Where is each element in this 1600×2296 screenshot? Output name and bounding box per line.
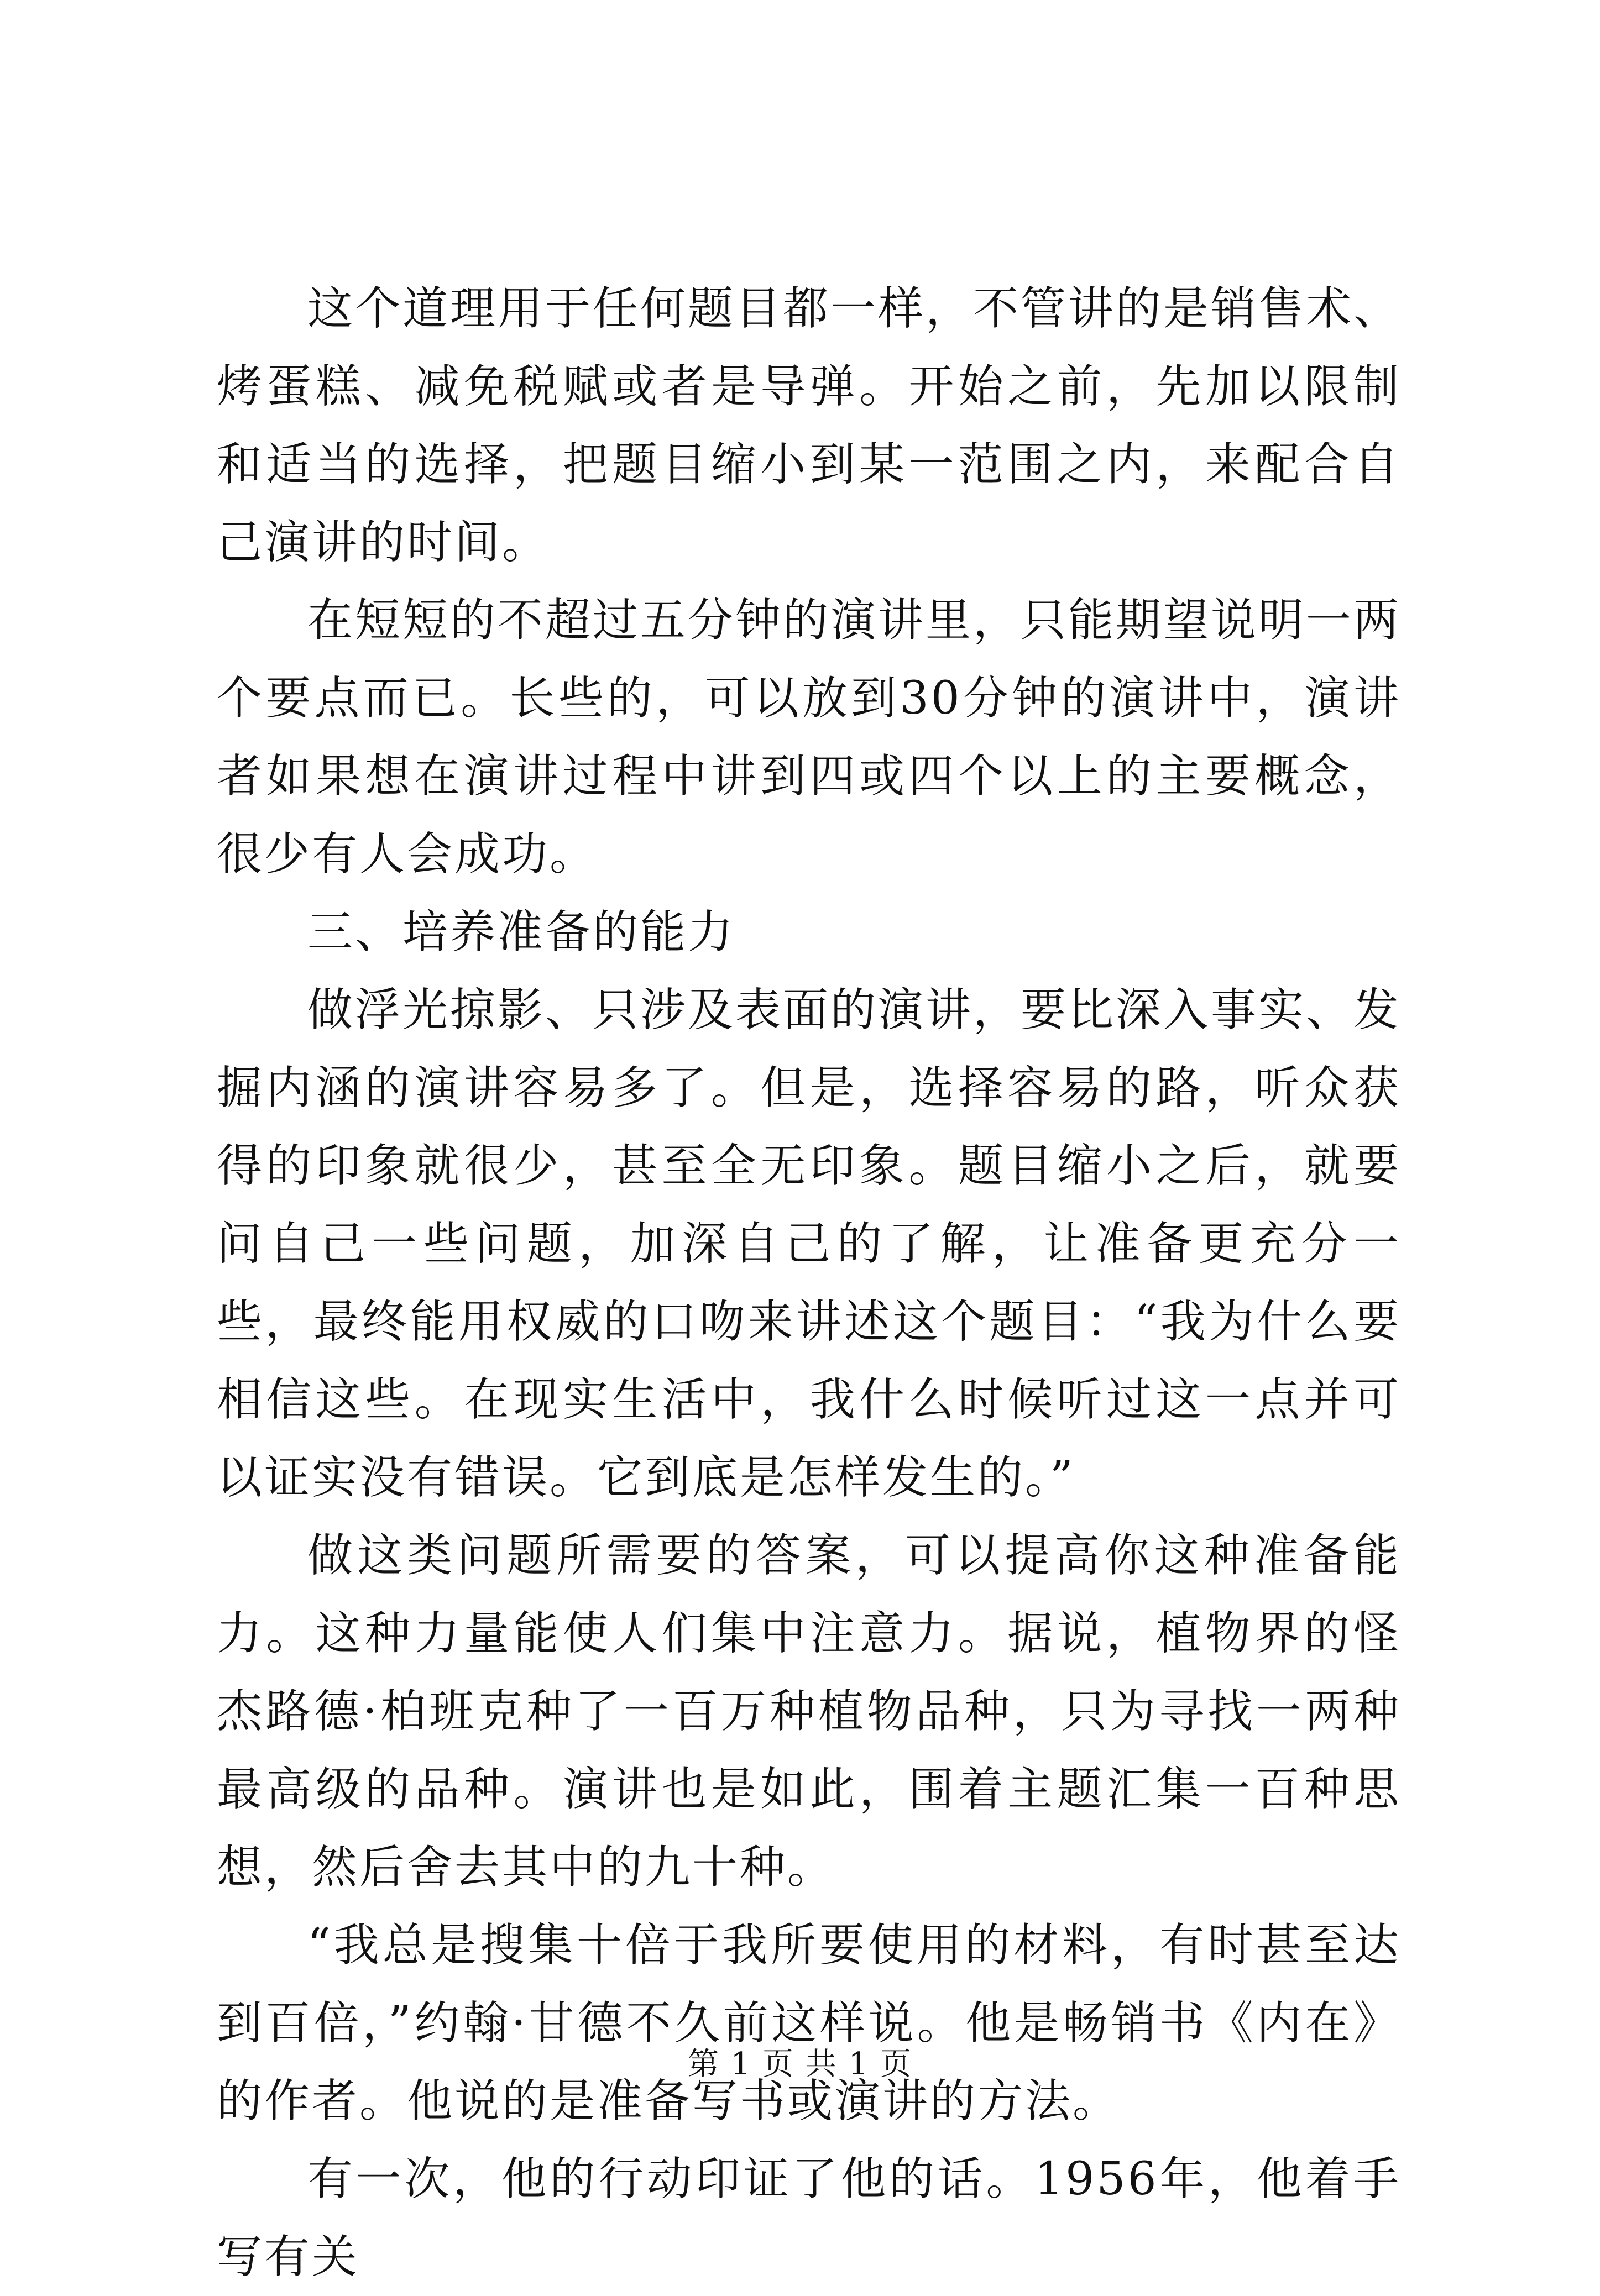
section-heading: 三、培养准备的能力	[307, 906, 736, 958]
paragraph-2: 在短短的不超过五分钟的演讲里，只能期望说明一两个要点而已。长些的，可以放到30分钟的演讲中，演讲者如果想在演讲过程中讲到四或四个以上的主要概念，很少有人会成功。	[217, 594, 1402, 880]
paragraph-4: 做这类问题所需要的答案，可以提高你这种准备能力。这种力量能使人们集中注意力。据说，植物界的怪杰路德·柏班克种了一百万种植物品种，只为寻找一两种最高级的品种。演讲也是如此，围着主题汇集一百种思想，然后舍去其中的九十种。	[217, 1529, 1401, 1894]
page-number-footer: 第 1 页 共 1 页	[687, 2046, 913, 2082]
document-body	[217, 270, 1401, 2296]
paragraph-6: 有一次，他的行动印证了他的话。1956年，他着手写有关	[217, 2153, 1401, 2283]
paragraph-3: 做浮光掠影、只涉及表面的演讲，要比深入事实、发掘内涵的演讲容易多了。但是，选择容易的路，听众获得的印象就很少，甚至全无印象。题目缩小之后，就要问自己一些问题，加深自己的了解，让准备更充分一些，最终能用权威的口吻来讲述这个题目：“我为什么要相信这些。在现实生活中，我什么时候听过这一点并可以证实没有错误。它到底是怎样发生的。”	[217, 984, 1402, 1504]
paragraph-5: “我总是搜集十倍于我所要使用的材料，有时甚至达到百倍，”约翰·甘德不久前这样说。他是畅销书《内在》的作者。他说的是准备写书或演讲的方法。	[217, 1919, 1401, 2127]
paragraph-1: 这个道理用于任何题目都一样，不管讲的是销售术、烤蛋糕、减免税赋或者是导弹。开始之前，先加以限制和适当的选择，把题目缩小到某一范围之内，来配合自己演讲的时间。	[217, 282, 1402, 569]
